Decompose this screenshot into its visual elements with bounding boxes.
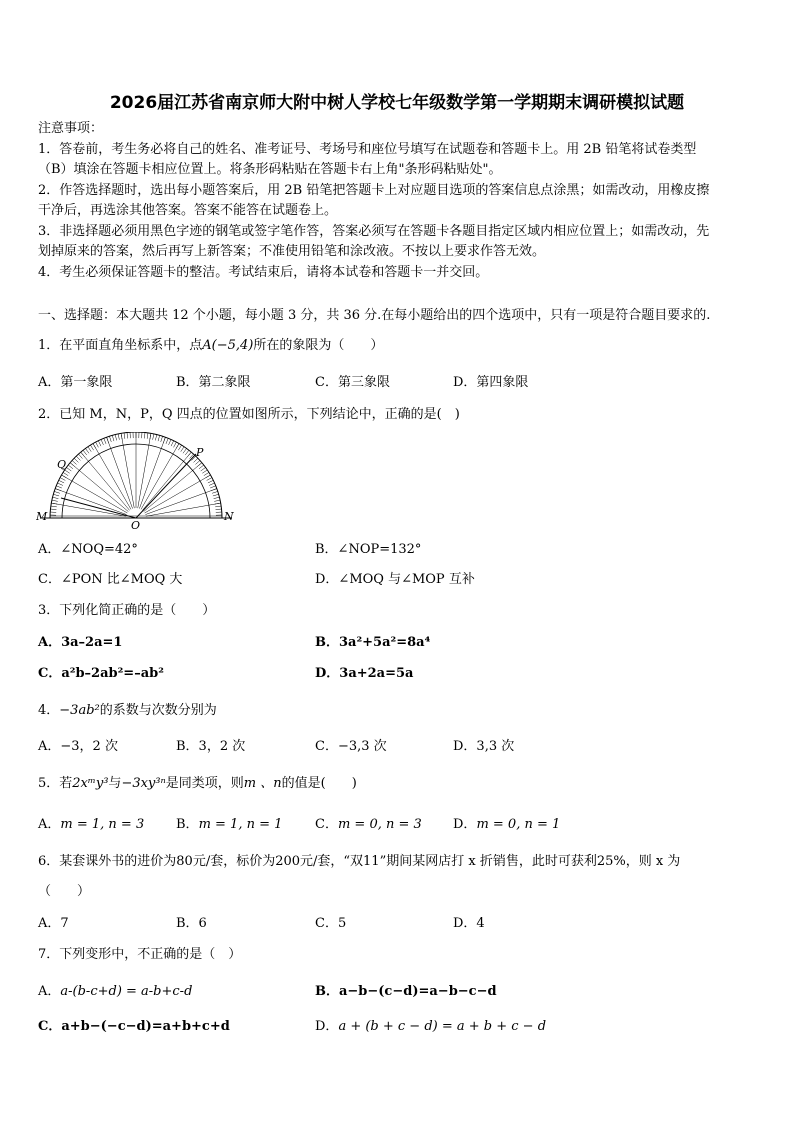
protractor-tick: [85, 448, 89, 453]
protractor-tick: [171, 441, 174, 446]
label-o: O: [131, 519, 141, 530]
protractor-tick: [107, 437, 109, 443]
protractor-tick: [72, 460, 76, 464]
q1-option-a[interactable]: A．第一象限: [38, 375, 113, 390]
protractor-tick: [93, 444, 96, 449]
protractor-tick: [66, 467, 71, 471]
protractor-tick: [155, 435, 156, 441]
q4-expression: −3ab²: [59, 703, 100, 718]
protractor-radial-line: [141, 444, 179, 510]
q2-option-a[interactable]: A．∠NOQ=42°: [38, 542, 138, 557]
protractor-tick: [214, 497, 220, 498]
q5-option-d[interactable]: D．m = 0, n = 1: [453, 817, 561, 832]
protractor-tick: [208, 480, 213, 483]
q6-option-c[interactable]: C．5: [315, 916, 347, 931]
q6-option-b[interactable]: B．6: [176, 916, 207, 931]
label-p: P: [196, 446, 204, 459]
q1-option-c[interactable]: C．第三象限: [315, 375, 390, 390]
protractor-tick: [176, 444, 179, 449]
protractor-tick: [153, 434, 154, 440]
question-7-stem: 7．下列变形中，不正确的是（ ）: [38, 947, 242, 962]
protractor-tick: [161, 436, 163, 442]
protractor-tick: [109, 436, 111, 442]
protractor-tick: [183, 448, 187, 453]
protractor-tick: [54, 491, 60, 493]
protractor-tick: [178, 445, 181, 450]
question-6-stem-cont: （ ）: [38, 884, 91, 899]
protractor-tick: [96, 442, 99, 447]
notice-line: 划掉原来的答案，然后再写上新答案；不准使用铅笔和涂改液。不按以上要求作答无效。: [38, 244, 546, 259]
q6-option-a[interactable]: A．7: [38, 916, 69, 931]
notice-line: 1．答卷前，考生务必将自己的姓名、准考证号、考场号和座位号填写在试题卷和答题卡上。用 2B 铅笔将试卷类型: [38, 142, 697, 157]
protractor-tick: [201, 467, 206, 471]
notice-line: 干净后，再选涂其他答案。答案不能答在试题卷上。: [38, 203, 338, 218]
protractor-tick: [104, 438, 106, 444]
q7-option-d[interactable]: D．a + (b + c − d) = a + b + c − d: [315, 1019, 547, 1034]
q1-option-b[interactable]: B．第二象限: [176, 375, 251, 390]
protractor-radial-line: [142, 452, 191, 510]
notice-line: 4．考生必须保证答题卡的整洁。考试结束后，请将本试卷和答题卡一并交回。: [38, 265, 489, 280]
protractor-tick: [74, 458, 78, 462]
protractor-tick: [88, 447, 91, 452]
protractor-tick: [121, 433, 122, 439]
protractor-tick: [214, 500, 220, 501]
question-5-stem: 5．若2xᵐy³与−3xy³ⁿ是同类项，则m 、n的值是( ): [38, 776, 357, 791]
q5-option-b[interactable]: B．m = 1, n = 1: [176, 817, 283, 832]
protractor-figure: [36, 432, 242, 530]
q5-option-a[interactable]: A．m = 1, n = 3: [38, 817, 145, 832]
protractor-tick: [163, 437, 165, 443]
q4-option-a[interactable]: A．−3，2 次: [38, 739, 118, 754]
protractor-tick: [205, 475, 210, 478]
q7-option-b[interactable]: B．a−b−(c−d)=a−b−c−d: [315, 984, 497, 999]
q2-option-c[interactable]: C．∠PON 比∠MOQ 大: [38, 572, 183, 587]
notice-heading: 注意事项：: [38, 121, 104, 136]
protractor-tick: [199, 465, 204, 469]
protractor-tick: [53, 497, 59, 498]
protractor-tick: [127, 432, 128, 438]
protractor-tick: [197, 463, 202, 467]
question-2-stem: 2．已知 M，N，P，Q 四点的位置如图所示，下列结论中，正确的是( ): [38, 407, 460, 422]
q5-term-1: 2xᵐy³: [72, 776, 109, 791]
protractor-tick: [56, 486, 62, 488]
protractor-tick: [209, 483, 214, 485]
protractor-tick: [169, 439, 171, 444]
question-3-stem: 3．下列化简正确的是（ ）: [38, 603, 216, 618]
protractor-tick: [55, 489, 61, 491]
q5-term-2: −3xy³ⁿ: [121, 776, 166, 791]
q2-option-d[interactable]: D．∠MOQ 与∠MOP 互补: [315, 572, 475, 587]
protractor-tick: [90, 445, 93, 450]
protractor-radial-line: [93, 444, 131, 510]
protractor-tick: [213, 494, 219, 496]
notice-line: 2．作答选择题时，选出每小题答案后，用 2B 铅笔把答题卡上对应题目选项的答案信息点涂黑；如需改动，用橡皮擦: [38, 183, 710, 198]
q6-option-d[interactable]: D．4: [453, 916, 485, 931]
question-1-stem: 1．在平面直角坐标系中，点A(−5,4)所在的象限为（ ）: [38, 338, 384, 353]
q3-option-b[interactable]: B．3a²+5a²=8a⁴: [315, 635, 431, 650]
protractor-tick: [187, 452, 191, 457]
protractor-tick: [147, 433, 148, 439]
protractor-tick: [68, 465, 73, 469]
protractor-tick: [81, 452, 85, 457]
protractor-tick: [51, 506, 57, 507]
q7-option-c[interactable]: C．a+b−(−c−d)=a+b+c+d: [38, 1019, 230, 1034]
protractor-tick: [181, 447, 184, 452]
protractor-tick: [52, 500, 58, 501]
protractor-tick: [63, 472, 68, 475]
q4-option-b[interactable]: B．3，2 次: [176, 739, 246, 754]
protractor-tick: [70, 463, 75, 467]
q5-option-c[interactable]: C．m = 0, n = 3: [315, 817, 422, 832]
protractor-tick: [53, 494, 59, 496]
protractor-tick: [144, 432, 145, 438]
label-q: Q: [57, 458, 67, 471]
protractor-tick: [50, 509, 56, 510]
protractor-tick: [78, 454, 82, 458]
section-heading: 一、选择题：本大题共 12 个小题，每小题 3 分，共 36 分.在每小题给出的四个选项中，只有一项是符合题目要求的.: [38, 308, 711, 323]
question-4-stem: 4．−3ab²的系数与次数分别为: [38, 703, 217, 718]
protractor-radial-line: [70, 463, 128, 512]
q3-option-c[interactable]: C．a²b–2ab²=–ab²: [38, 666, 164, 681]
protractor-tick: [211, 489, 217, 491]
protractor-tick: [215, 506, 221, 507]
protractor-tick: [60, 478, 65, 481]
protractor-tick: [83, 450, 87, 455]
protractor-tick: [210, 486, 216, 488]
protractor-tick: [101, 439, 103, 444]
protractor-tick: [59, 480, 64, 483]
q7-option-a[interactable]: A．a-(b-c+d) = a-b+c-d: [38, 984, 193, 999]
protractor-tick: [202, 470, 207, 473]
protractor-tick: [76, 456, 80, 460]
protractor-tick: [51, 503, 57, 504]
protractor-tick: [207, 478, 212, 481]
protractor-tick: [166, 438, 168, 444]
exam-title: 2026届江苏省南京师大附中树人学校七年级数学第一学期期末调研模拟试题: [109, 93, 685, 113]
protractor-tick: [212, 491, 218, 493]
q3-option-d[interactable]: D．3a+2a=5a: [315, 666, 414, 681]
protractor-tick: [57, 483, 62, 485]
point-a: A(−5,4): [202, 338, 254, 353]
protractor-tick: [112, 435, 114, 441]
protractor-radial-line: [145, 475, 211, 513]
protractor-radial-line: [144, 463, 202, 512]
protractor-tick: [204, 472, 209, 475]
q3-option-a[interactable]: A．3a–2a=1: [38, 635, 123, 650]
protractor-tick: [62, 475, 67, 478]
protractor-tick: [174, 442, 177, 447]
protractor-tick: [150, 433, 151, 439]
q4-option-c[interactable]: C．−3,3 次: [315, 739, 387, 754]
protractor-tick: [216, 509, 222, 510]
protractor-tick: [215, 503, 221, 504]
protractor-radial-line: [81, 452, 130, 510]
q1-option-d[interactable]: D．第四象限: [453, 375, 529, 390]
label-m: M: [36, 510, 48, 523]
protractor-tick: [124, 433, 125, 439]
notice-line: 3．非选择题必须用黑色字迹的钢笔或签字笔作答，答案必须写在答题卡各题目指定区域内相应位置上；如需改动，先: [38, 224, 710, 239]
protractor-tick: [158, 435, 160, 441]
protractor-tick: [195, 460, 199, 464]
label-n: N: [224, 510, 234, 523]
protractor-tick: [185, 450, 189, 455]
question-6-stem: 6．某套课外书的进价为80元/套，标价为200元/套，“双11”期间某网店打 x 折销售，此时可获利25%，则 x 为: [38, 854, 681, 869]
notice-line: （B）填涂在答题卡相应位置上。将条形码粘贴在答题卡右上角"条形码粘贴处"。: [38, 162, 502, 177]
q4-option-d[interactable]: D．3,3 次: [453, 739, 515, 754]
protractor-tick: [115, 435, 116, 441]
protractor-tick: [118, 434, 119, 440]
protractor-tick: [98, 441, 101, 446]
q2-option-b[interactable]: B．∠NOP=132°: [315, 542, 422, 557]
